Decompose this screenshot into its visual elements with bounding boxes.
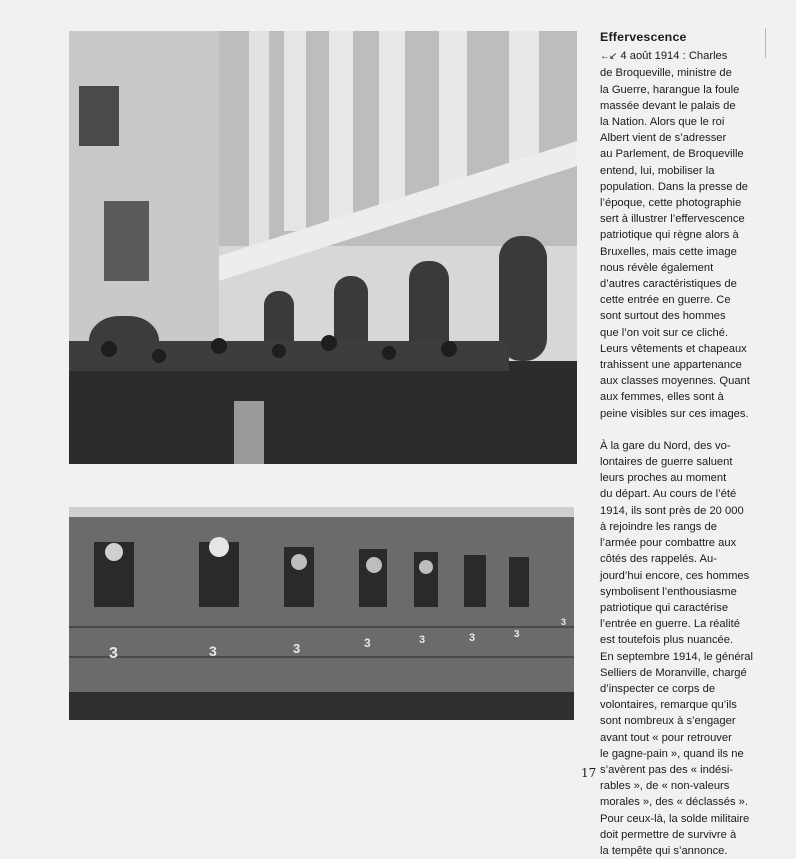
carriage-mark: 3 xyxy=(561,617,567,627)
margin-rule xyxy=(765,28,766,58)
caption-paragraph-1-text: 4 août 1914 : Charles de Broqueville, ministre de la Guerre, harangue la foule massée devant le palais de la Nation. Alors que le roi Albert vient de s’adresser au Parlement, de Broqueville entend, lui, mobiliser la population. Dans la presse de l’époque, cette photographie sert à illustrer l’effervescence patriotique qui règne alors à Bruxelles, mais cette image nous révèle également d’autres caractéristiques de cette entrée en guerre. Ce sont surtout des hommes que l’on voit sur ce cliché. Leurs vêtements et chapeaux trahissent une appartenance aux classes moyennes. Quant aux femmes, elles sont à peine visibles sur ces images. xyxy=(600,50,750,420)
arrow-left-down-icon: ←↙ xyxy=(600,51,617,63)
caption-column xyxy=(600,29,758,859)
photo-palace-crowd xyxy=(69,31,577,464)
carriage-mark: 3 xyxy=(293,641,301,656)
page-number: 17 xyxy=(581,766,597,780)
carriage-mark: 3 xyxy=(364,636,371,650)
carriage-mark: 3 xyxy=(209,643,217,659)
carriage-mark: 3 xyxy=(469,632,476,644)
carriage-mark: 3 xyxy=(109,645,118,662)
carriage-mark: 3 xyxy=(419,634,426,646)
carriage-mark: 3 xyxy=(514,629,520,640)
photo-train-volunteers xyxy=(69,507,574,720)
palace-crowd-image xyxy=(69,31,577,464)
caption-title: Effervescence xyxy=(600,30,687,44)
caption-paragraph-1 xyxy=(600,48,758,422)
train-volunteers-image xyxy=(69,507,574,720)
caption-paragraph-2: À la gare du Nord, des vo- lontaires de guerre saluent leurs proches au moment du départ. Au cours de l’été 1914, ils sont près de 20 000 à rejoindre les rangs de l’armée pour combattre aux côtés des rappelés. Au- jourd’hui encore, ces hommes symbolisent l’enthousiasme patriotique qui caractérise l’entrée en guerre. La réalité est toutefois plus nuancée. En septembre 1914, le général Selliers de Moranville, chargé d’inspecter ce corps de volontaires, remarque qu’ils sont nombreux à s’engager avant tout « pour retrouver le gagne-pain », quand ils ne s’avèrent pas des « indési- rables », de « non-valeurs morales », des « déclassés ». Pour ceux-là, la solde militaire doit permettre de survivre à la tempête qui s’annonce. xyxy=(600,439,753,857)
